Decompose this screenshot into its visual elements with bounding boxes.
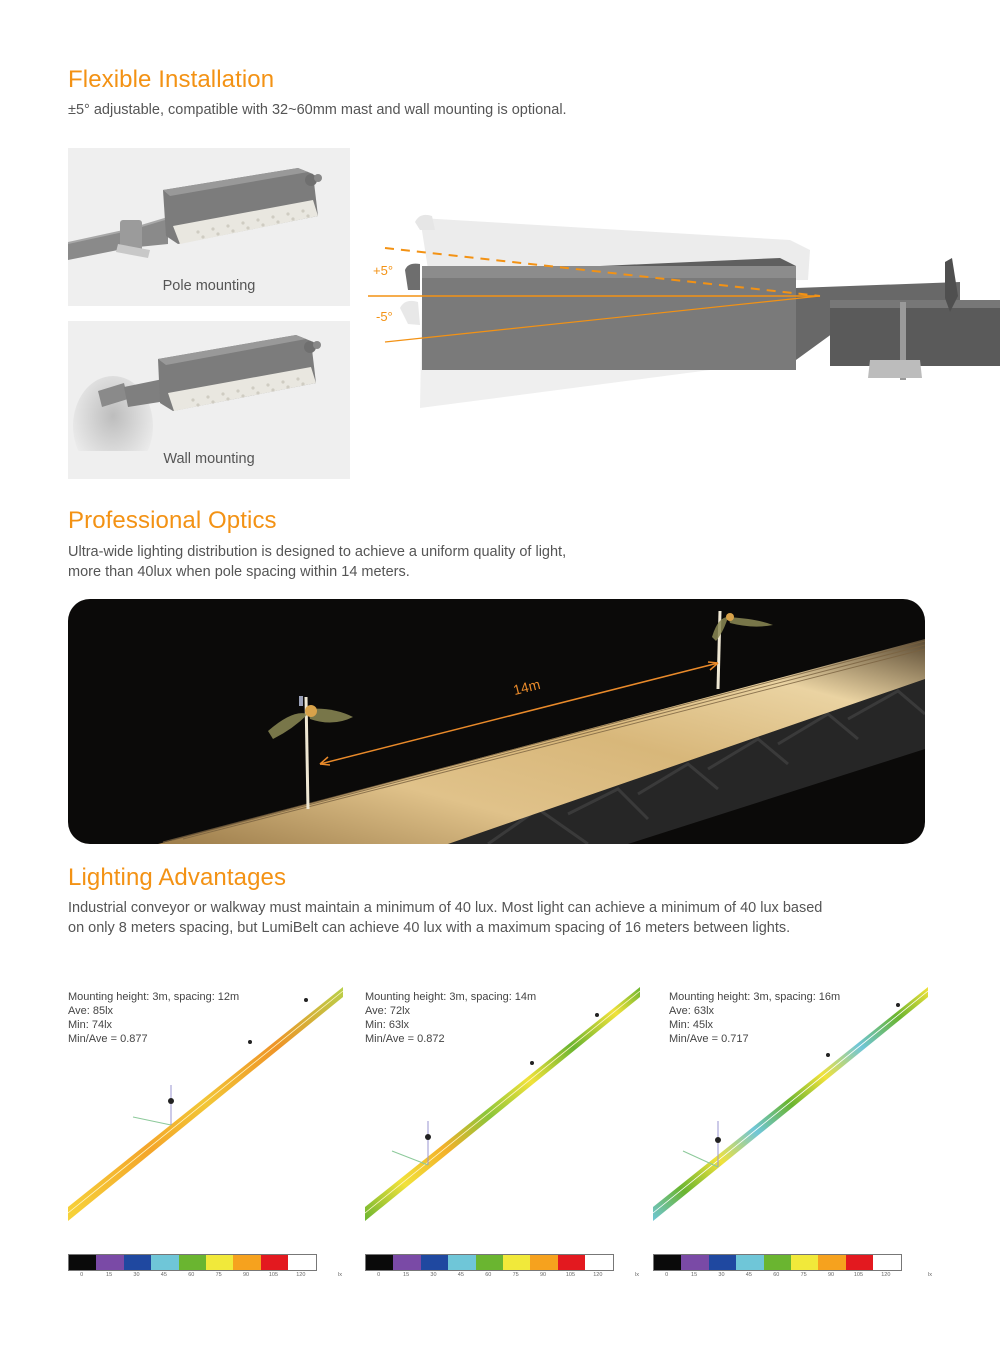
legend-swatch (151, 1255, 178, 1270)
optics-description-line1: Ultra-wide lighting distribution is designed to achieve a uniform quality of light, (68, 544, 567, 560)
advantages-description-line2: on only 8 meters spacing, but LumiBelt can achieve 40 lux with a maximum spacing of 16 meters between lights. (68, 920, 791, 936)
heatmap-header: Mounting height: 3m, spacing: 14m (365, 991, 537, 1003)
legend-swatch (818, 1255, 845, 1270)
legend-swatch (476, 1255, 503, 1270)
legend-swatch (288, 1255, 315, 1270)
legend-swatch (681, 1255, 708, 1270)
legend-ticks: 0 15 30 45 60 75 90 105 120 (665, 1272, 891, 1278)
color-scale-legend (653, 1254, 902, 1271)
heatmap-header: Mounting height: 3m, spacing: 12m (68, 991, 240, 1003)
pole-mounting-label: Pole mounting (162, 278, 256, 294)
legend-swatch (530, 1255, 557, 1270)
heatmap-min: Min: 74lx (68, 1019, 113, 1031)
legend-swatch (558, 1255, 585, 1270)
heatmap-ave: Ave: 85lx (68, 1005, 114, 1017)
distance-label: 14m (511, 675, 542, 699)
installation-description: ±5° adjustable, compatible with 32~60mm mast and wall mounting is optional. (68, 102, 567, 118)
legend-swatch (764, 1255, 791, 1270)
advantages-title: Lighting Advantages (68, 864, 287, 891)
heatmap-stats (669, 990, 840, 1046)
legend-swatch (503, 1255, 530, 1270)
legend-unit: lx (635, 1272, 639, 1278)
legend-swatch (791, 1255, 818, 1270)
heatmap-min: Min: 63lx (365, 1019, 410, 1031)
wall-mounted-fixture-image (68, 321, 350, 451)
legend-ticks: 0 15 30 45 60 75 90 105 120 (80, 1272, 306, 1278)
legend-swatch (421, 1255, 448, 1270)
installation-title: Flexible Installation (68, 66, 275, 93)
heatmap-min: Min: 45lx (669, 1019, 714, 1031)
heatmap-stats (365, 990, 536, 1046)
advantages-description-line1: Industrial conveyor or walkway must maintain a minimum of 40 lux. Most light can achieve a minimum of 40 lux based (68, 900, 823, 916)
heatmap-ave: Ave: 63lx (669, 1005, 715, 1017)
color-scale-legend (68, 1254, 317, 1271)
legend-swatch (393, 1255, 420, 1270)
legend-swatch (206, 1255, 233, 1270)
legend-swatch (736, 1255, 763, 1270)
pole-mounting-card (68, 148, 350, 306)
optics-render-panel (68, 599, 925, 844)
legend-swatch (69, 1255, 96, 1270)
tilt-angle-diagram (360, 200, 1000, 420)
wall-mounting-label: Wall mounting (163, 451, 255, 467)
heatmap-header: Mounting height: 3m, spacing: 16m (669, 991, 841, 1003)
heatmap-ratio: Min/Ave = 0.877 (68, 1033, 148, 1045)
heatmap-ave: Ave: 72lx (365, 1005, 411, 1017)
heatmap-ratio: Min/Ave = 0.872 (365, 1033, 445, 1045)
plus-angle-label: +5° (373, 263, 394, 278)
optics-title: Professional Optics (68, 507, 277, 534)
minus-angle-label: -5° (376, 309, 393, 324)
heatmap-spacing-16m (653, 975, 943, 1285)
legend-swatch (233, 1255, 260, 1270)
legend-swatch (448, 1255, 475, 1270)
legend-swatch (96, 1255, 123, 1270)
heatmap-ratio: Min/Ave = 0.717 (669, 1033, 749, 1045)
legend-swatch (873, 1255, 900, 1270)
heatmap-spacing-12m (68, 975, 358, 1285)
legend-unit: lx (338, 1272, 342, 1278)
legend-ticks: 0 15 30 45 60 75 90 105 120 (377, 1272, 603, 1278)
legend-swatch (846, 1255, 873, 1270)
legend-swatch (709, 1255, 736, 1270)
legend-swatch (654, 1255, 681, 1270)
heatmap-stats (68, 990, 239, 1046)
legend-swatch (179, 1255, 206, 1270)
legend-swatch (261, 1255, 288, 1270)
legend-swatch (124, 1255, 151, 1270)
legend-swatch (366, 1255, 393, 1270)
legend-unit: lx (928, 1272, 932, 1278)
color-scale-legend (365, 1254, 614, 1271)
heatmap-spacing-14m (365, 975, 655, 1285)
pole-mounted-fixture-image (68, 148, 350, 278)
legend-swatch (585, 1255, 612, 1270)
optics-description-line2: more than 40lux when pole spacing within 14 meters. (68, 564, 410, 580)
wall-mounting-card (68, 321, 350, 479)
